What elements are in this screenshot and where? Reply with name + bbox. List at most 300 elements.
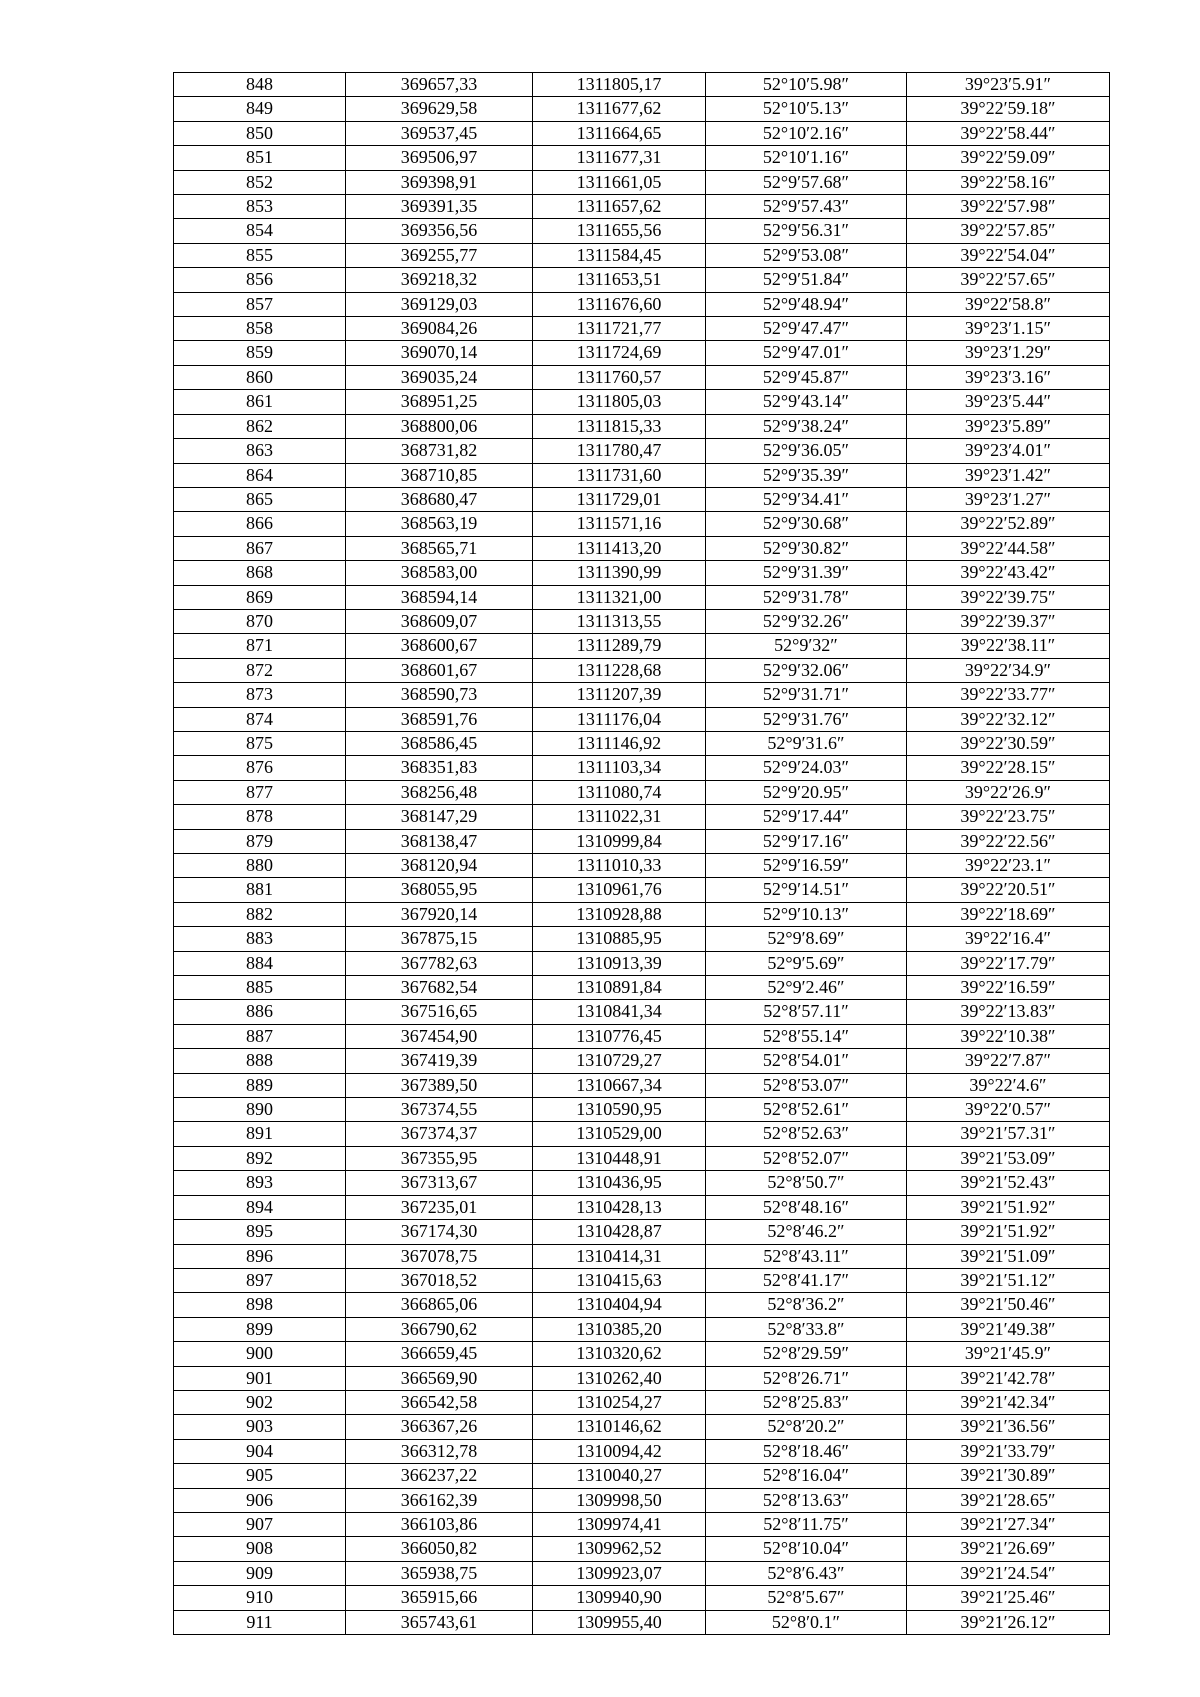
point-number-cell: 895 (174, 1220, 346, 1244)
y-coordinate-cell: 1311661,05 (533, 170, 706, 194)
longitude-cell: 39°21′52.43″ (907, 1171, 1110, 1195)
latitude-cell: 52°8′48.16″ (706, 1195, 907, 1219)
x-coordinate-cell: 368590,73 (346, 683, 533, 707)
latitude-cell: 52°9′31.6″ (706, 731, 907, 755)
table-row (174, 1415, 1110, 1439)
x-coordinate-cell: 368563,19 (346, 512, 533, 536)
table-row (174, 1561, 1110, 1585)
point-number-cell: 909 (174, 1561, 346, 1585)
longitude-cell: 39°22′16.59″ (907, 976, 1110, 1000)
table-row (174, 634, 1110, 658)
latitude-cell: 52°10′5.13″ (706, 97, 907, 121)
longitude-cell: 39°22′17.79″ (907, 951, 1110, 975)
longitude-cell: 39°22′16.4″ (907, 927, 1110, 951)
point-number-cell: 866 (174, 512, 346, 536)
y-coordinate-cell: 1311805,03 (533, 390, 706, 414)
y-coordinate-cell: 1311313,55 (533, 609, 706, 633)
point-number-cell: 874 (174, 707, 346, 731)
x-coordinate-cell: 369035,24 (346, 365, 533, 389)
latitude-cell: 52°8′55.14″ (706, 1024, 907, 1048)
table-row (174, 1366, 1110, 1390)
point-number-cell: 883 (174, 927, 346, 951)
x-coordinate-cell: 368147,29 (346, 805, 533, 829)
point-number-cell: 873 (174, 683, 346, 707)
table-row (174, 1317, 1110, 1341)
longitude-cell: 39°22′52.89″ (907, 512, 1110, 536)
x-coordinate-cell: 367920,14 (346, 902, 533, 926)
table-row (174, 1024, 1110, 1048)
table-row (174, 73, 1110, 97)
latitude-cell: 52°9′24.03″ (706, 756, 907, 780)
table-row (174, 585, 1110, 609)
x-coordinate-cell: 368586,45 (346, 731, 533, 755)
y-coordinate-cell: 1310094,42 (533, 1439, 706, 1463)
x-coordinate-cell: 366103,86 (346, 1512, 533, 1536)
latitude-cell: 52°8′10.04″ (706, 1537, 907, 1561)
latitude-cell: 52°9′30.82″ (706, 536, 907, 560)
longitude-cell: 39°21′26.12″ (907, 1610, 1110, 1634)
point-number-cell: 864 (174, 463, 346, 487)
latitude-cell: 52°9′38.24″ (706, 414, 907, 438)
latitude-cell: 52°9′32.26″ (706, 609, 907, 633)
x-coordinate-cell: 369129,03 (346, 292, 533, 316)
latitude-cell: 52°8′46.2″ (706, 1220, 907, 1244)
x-coordinate-cell: 368138,47 (346, 829, 533, 853)
x-coordinate-cell: 369537,45 (346, 121, 533, 145)
point-number-cell: 860 (174, 365, 346, 389)
longitude-cell: 39°22′57.98″ (907, 195, 1110, 219)
point-number-cell: 854 (174, 219, 346, 243)
point-number-cell: 887 (174, 1024, 346, 1048)
longitude-cell: 39°22′20.51″ (907, 878, 1110, 902)
table-row (174, 365, 1110, 389)
y-coordinate-cell: 1311010,33 (533, 854, 706, 878)
y-coordinate-cell: 1310414,31 (533, 1244, 706, 1268)
point-number-cell: 907 (174, 1512, 346, 1536)
x-coordinate-cell: 367235,01 (346, 1195, 533, 1219)
latitude-cell: 52°8′13.63″ (706, 1488, 907, 1512)
x-coordinate-cell: 368710,85 (346, 463, 533, 487)
table-row (174, 487, 1110, 511)
y-coordinate-cell: 1309923,07 (533, 1561, 706, 1585)
latitude-cell: 52°9′47.01″ (706, 341, 907, 365)
longitude-cell: 39°22′30.59″ (907, 731, 1110, 755)
latitude-cell: 52°8′20.2″ (706, 1415, 907, 1439)
table-row (174, 390, 1110, 414)
y-coordinate-cell: 1311207,39 (533, 683, 706, 707)
y-coordinate-cell: 1310776,45 (533, 1024, 706, 1048)
table-row (174, 512, 1110, 536)
latitude-cell: 52°8′57.11″ (706, 1000, 907, 1024)
x-coordinate-cell: 368594,14 (346, 585, 533, 609)
x-coordinate-cell: 367078,75 (346, 1244, 533, 1268)
table-row (174, 1220, 1110, 1244)
latitude-cell: 52°9′53.08″ (706, 243, 907, 267)
table-row (174, 976, 1110, 1000)
x-coordinate-cell: 368731,82 (346, 439, 533, 463)
longitude-cell: 39°21′42.78″ (907, 1366, 1110, 1390)
longitude-cell: 39°23′5.89″ (907, 414, 1110, 438)
longitude-cell: 39°22′57.85″ (907, 219, 1110, 243)
y-coordinate-cell: 1311760,57 (533, 365, 706, 389)
longitude-cell: 39°22′58.16″ (907, 170, 1110, 194)
longitude-cell: 39°21′25.46″ (907, 1586, 1110, 1610)
point-number-cell: 908 (174, 1537, 346, 1561)
x-coordinate-cell: 368565,71 (346, 536, 533, 560)
x-coordinate-cell: 369657,33 (346, 73, 533, 97)
y-coordinate-cell: 1311146,92 (533, 731, 706, 755)
point-number-cell: 880 (174, 854, 346, 878)
y-coordinate-cell: 1311571,16 (533, 512, 706, 536)
x-coordinate-cell: 367682,54 (346, 976, 533, 1000)
point-number-cell: 851 (174, 146, 346, 170)
latitude-cell: 52°9′45.87″ (706, 365, 907, 389)
table-row (174, 1049, 1110, 1073)
point-number-cell: 861 (174, 390, 346, 414)
point-number-cell: 904 (174, 1439, 346, 1463)
y-coordinate-cell: 1311584,45 (533, 243, 706, 267)
longitude-cell: 39°22′59.09″ (907, 146, 1110, 170)
point-number-cell: 875 (174, 731, 346, 755)
longitude-cell: 39°21′50.46″ (907, 1293, 1110, 1317)
x-coordinate-cell: 368951,25 (346, 390, 533, 414)
y-coordinate-cell: 1311721,77 (533, 317, 706, 341)
table-row (174, 1586, 1110, 1610)
latitude-cell: 52°8′11.75″ (706, 1512, 907, 1536)
point-number-cell: 850 (174, 121, 346, 145)
table-row (174, 780, 1110, 804)
table-row (174, 1537, 1110, 1561)
x-coordinate-cell: 366367,26 (346, 1415, 533, 1439)
x-coordinate-cell: 368609,07 (346, 609, 533, 633)
table-row (174, 1488, 1110, 1512)
point-number-cell: 891 (174, 1122, 346, 1146)
y-coordinate-cell: 1311289,79 (533, 634, 706, 658)
latitude-cell: 52°8′33.8″ (706, 1317, 907, 1341)
point-number-cell: 902 (174, 1390, 346, 1414)
latitude-cell: 52°8′43.11″ (706, 1244, 907, 1268)
latitude-cell: 52°8′0.1″ (706, 1610, 907, 1634)
y-coordinate-cell: 1311815,33 (533, 414, 706, 438)
longitude-cell: 39°21′57.31″ (907, 1122, 1110, 1146)
latitude-cell: 52°9′31.71″ (706, 683, 907, 707)
longitude-cell: 39°21′36.56″ (907, 1415, 1110, 1439)
latitude-cell: 52°9′48.94″ (706, 292, 907, 316)
point-number-cell: 886 (174, 1000, 346, 1024)
point-number-cell: 863 (174, 439, 346, 463)
x-coordinate-cell: 366162,39 (346, 1488, 533, 1512)
table-row (174, 658, 1110, 682)
table-row (174, 439, 1110, 463)
x-coordinate-cell: 367374,37 (346, 1122, 533, 1146)
table-row (174, 536, 1110, 560)
x-coordinate-cell: 368256,48 (346, 780, 533, 804)
table-row (174, 756, 1110, 780)
x-coordinate-cell: 368055,95 (346, 878, 533, 902)
latitude-cell: 52°8′52.61″ (706, 1098, 907, 1122)
point-number-cell: 877 (174, 780, 346, 804)
latitude-cell: 52°9′14.51″ (706, 878, 907, 902)
point-number-cell: 885 (174, 976, 346, 1000)
latitude-cell: 52°9′16.59″ (706, 854, 907, 878)
longitude-cell: 39°23′1.42″ (907, 463, 1110, 487)
longitude-cell: 39°21′26.69″ (907, 1537, 1110, 1561)
y-coordinate-cell: 1309962,52 (533, 1537, 706, 1561)
y-coordinate-cell: 1310667,34 (533, 1073, 706, 1097)
point-number-cell: 888 (174, 1049, 346, 1073)
y-coordinate-cell: 1310841,34 (533, 1000, 706, 1024)
point-number-cell: 889 (174, 1073, 346, 1097)
latitude-cell: 52°9′17.16″ (706, 829, 907, 853)
table-row (174, 97, 1110, 121)
latitude-cell: 52°9′8.69″ (706, 927, 907, 951)
x-coordinate-cell: 367355,95 (346, 1146, 533, 1170)
table-row (174, 1610, 1110, 1634)
latitude-cell: 52°9′57.43″ (706, 195, 907, 219)
x-coordinate-cell: 368601,67 (346, 658, 533, 682)
table-row (174, 707, 1110, 731)
x-coordinate-cell: 366865,06 (346, 1293, 533, 1317)
longitude-cell: 39°22′4.6″ (907, 1073, 1110, 1097)
table-row (174, 683, 1110, 707)
x-coordinate-cell: 367174,30 (346, 1220, 533, 1244)
y-coordinate-cell: 1311676,60 (533, 292, 706, 316)
table-row (174, 170, 1110, 194)
y-coordinate-cell: 1311664,65 (533, 121, 706, 145)
x-coordinate-cell: 369218,32 (346, 268, 533, 292)
latitude-cell: 52°9′30.68″ (706, 512, 907, 536)
x-coordinate-cell: 369070,14 (346, 341, 533, 365)
longitude-cell: 39°21′33.79″ (907, 1439, 1110, 1463)
x-coordinate-cell: 369356,56 (346, 219, 533, 243)
longitude-cell: 39°22′57.65″ (907, 268, 1110, 292)
point-number-cell: 893 (174, 1171, 346, 1195)
table-row (174, 1073, 1110, 1097)
x-coordinate-cell: 367313,67 (346, 1171, 533, 1195)
longitude-cell: 39°22′54.04″ (907, 243, 1110, 267)
longitude-cell: 39°22′39.37″ (907, 609, 1110, 633)
point-number-cell: 876 (174, 756, 346, 780)
y-coordinate-cell: 1311724,69 (533, 341, 706, 365)
latitude-cell: 52°9′31.76″ (706, 707, 907, 731)
latitude-cell: 52°9′32″ (706, 634, 907, 658)
point-number-cell: 871 (174, 634, 346, 658)
longitude-cell: 39°21′28.65″ (907, 1488, 1110, 1512)
latitude-cell: 52°8′25.83″ (706, 1390, 907, 1414)
latitude-cell: 52°8′18.46″ (706, 1439, 907, 1463)
latitude-cell: 52°9′20.95″ (706, 780, 907, 804)
longitude-cell: 39°22′58.44″ (907, 121, 1110, 145)
latitude-cell: 52°9′56.31″ (706, 219, 907, 243)
x-coordinate-cell: 368600,67 (346, 634, 533, 658)
table-row (174, 1195, 1110, 1219)
y-coordinate-cell: 1310404,94 (533, 1293, 706, 1317)
latitude-cell: 52°9′10.13″ (706, 902, 907, 926)
table-row (174, 854, 1110, 878)
table-row (174, 829, 1110, 853)
y-coordinate-cell: 1310320,62 (533, 1342, 706, 1366)
point-number-cell: 901 (174, 1366, 346, 1390)
latitude-cell: 52°9′5.69″ (706, 951, 907, 975)
point-number-cell: 894 (174, 1195, 346, 1219)
latitude-cell: 52°9′34.41″ (706, 487, 907, 511)
table-row (174, 195, 1110, 219)
coordinates-table-body (174, 73, 1110, 1635)
latitude-cell: 52°8′41.17″ (706, 1268, 907, 1292)
y-coordinate-cell: 1311228,68 (533, 658, 706, 682)
x-coordinate-cell: 367782,63 (346, 951, 533, 975)
x-coordinate-cell: 368583,00 (346, 561, 533, 585)
longitude-cell: 39°23′1.27″ (907, 487, 1110, 511)
longitude-cell: 39°21′30.89″ (907, 1464, 1110, 1488)
point-number-cell: 859 (174, 341, 346, 365)
point-number-cell: 906 (174, 1488, 346, 1512)
latitude-cell: 52°9′31.78″ (706, 585, 907, 609)
x-coordinate-cell: 366237,22 (346, 1464, 533, 1488)
x-coordinate-cell: 367389,50 (346, 1073, 533, 1097)
point-number-cell: 857 (174, 292, 346, 316)
point-number-cell: 862 (174, 414, 346, 438)
x-coordinate-cell: 365915,66 (346, 1586, 533, 1610)
x-coordinate-cell: 366050,82 (346, 1537, 533, 1561)
y-coordinate-cell: 1310262,40 (533, 1366, 706, 1390)
point-number-cell: 896 (174, 1244, 346, 1268)
latitude-cell: 52°8′16.04″ (706, 1464, 907, 1488)
y-coordinate-cell: 1311390,99 (533, 561, 706, 585)
y-coordinate-cell: 1311176,04 (533, 707, 706, 731)
table-row (174, 463, 1110, 487)
x-coordinate-cell: 369084,26 (346, 317, 533, 341)
longitude-cell: 39°22′34.9″ (907, 658, 1110, 682)
table-row (174, 1146, 1110, 1170)
point-number-cell: 856 (174, 268, 346, 292)
table-row (174, 219, 1110, 243)
x-coordinate-cell: 369398,91 (346, 170, 533, 194)
point-number-cell: 892 (174, 1146, 346, 1170)
point-number-cell: 903 (174, 1415, 346, 1439)
latitude-cell: 52°8′6.43″ (706, 1561, 907, 1585)
longitude-cell: 39°21′27.34″ (907, 1512, 1110, 1536)
longitude-cell: 39°21′49.38″ (907, 1317, 1110, 1341)
latitude-cell: 52°8′53.07″ (706, 1073, 907, 1097)
y-coordinate-cell: 1310913,39 (533, 951, 706, 975)
latitude-cell: 52°9′36.05″ (706, 439, 907, 463)
y-coordinate-cell: 1311677,31 (533, 146, 706, 170)
latitude-cell: 52°10′2.16″ (706, 121, 907, 145)
longitude-cell: 39°21′51.92″ (907, 1195, 1110, 1219)
y-coordinate-cell: 1311022,31 (533, 805, 706, 829)
table-row (174, 317, 1110, 341)
longitude-cell: 39°22′39.75″ (907, 585, 1110, 609)
point-number-cell: 872 (174, 658, 346, 682)
point-number-cell: 869 (174, 585, 346, 609)
latitude-cell: 52°9′57.68″ (706, 170, 907, 194)
longitude-cell: 39°21′53.09″ (907, 1146, 1110, 1170)
point-number-cell: 878 (174, 805, 346, 829)
x-coordinate-cell: 366312,78 (346, 1439, 533, 1463)
table-row (174, 951, 1110, 975)
y-coordinate-cell: 1310428,13 (533, 1195, 706, 1219)
table-row (174, 121, 1110, 145)
y-coordinate-cell: 1311103,34 (533, 756, 706, 780)
y-coordinate-cell: 1310590,95 (533, 1098, 706, 1122)
point-number-cell: 900 (174, 1342, 346, 1366)
longitude-cell: 39°22′26.9″ (907, 780, 1110, 804)
y-coordinate-cell: 1311729,01 (533, 487, 706, 511)
longitude-cell: 39°21′45.9″ (907, 1342, 1110, 1366)
latitude-cell: 52°9′31.39″ (706, 561, 907, 585)
y-coordinate-cell: 1311677,62 (533, 97, 706, 121)
x-coordinate-cell: 369506,97 (346, 146, 533, 170)
longitude-cell: 39°22′28.15″ (907, 756, 1110, 780)
point-number-cell: 879 (174, 829, 346, 853)
x-coordinate-cell: 367374,55 (346, 1098, 533, 1122)
latitude-cell: 52°10′5.98″ (706, 73, 907, 97)
y-coordinate-cell: 1309955,40 (533, 1610, 706, 1634)
point-number-cell: 882 (174, 902, 346, 926)
y-coordinate-cell: 1311655,56 (533, 219, 706, 243)
table-row (174, 268, 1110, 292)
y-coordinate-cell: 1311805,17 (533, 73, 706, 97)
point-number-cell: 910 (174, 1586, 346, 1610)
y-coordinate-cell: 1310529,00 (533, 1122, 706, 1146)
table-row (174, 1390, 1110, 1414)
point-number-cell: 865 (174, 487, 346, 511)
x-coordinate-cell: 366790,62 (346, 1317, 533, 1341)
point-number-cell: 852 (174, 170, 346, 194)
y-coordinate-cell: 1311731,60 (533, 463, 706, 487)
point-number-cell: 890 (174, 1098, 346, 1122)
latitude-cell: 52°9′17.44″ (706, 805, 907, 829)
coordinates-table (173, 72, 1110, 1635)
longitude-cell: 39°22′43.42″ (907, 561, 1110, 585)
latitude-cell: 52°9′2.46″ (706, 976, 907, 1000)
longitude-cell: 39°23′5.91″ (907, 73, 1110, 97)
longitude-cell: 39°21′51.09″ (907, 1244, 1110, 1268)
point-number-cell: 870 (174, 609, 346, 633)
latitude-cell: 52°9′32.06″ (706, 658, 907, 682)
table-row (174, 1098, 1110, 1122)
table-row (174, 1439, 1110, 1463)
point-number-cell: 853 (174, 195, 346, 219)
x-coordinate-cell: 366659,45 (346, 1342, 533, 1366)
point-number-cell: 898 (174, 1293, 346, 1317)
longitude-cell: 39°23′1.15″ (907, 317, 1110, 341)
longitude-cell: 39°21′51.12″ (907, 1268, 1110, 1292)
x-coordinate-cell: 367516,65 (346, 1000, 533, 1024)
table-row (174, 1293, 1110, 1317)
x-coordinate-cell: 366542,58 (346, 1390, 533, 1414)
y-coordinate-cell: 1309998,50 (533, 1488, 706, 1512)
longitude-cell: 39°21′42.34″ (907, 1390, 1110, 1414)
table-row (174, 243, 1110, 267)
latitude-cell: 52°8′50.7″ (706, 1171, 907, 1195)
latitude-cell: 52°8′26.71″ (706, 1366, 907, 1390)
x-coordinate-cell: 369255,77 (346, 243, 533, 267)
longitude-cell: 39°22′23.75″ (907, 805, 1110, 829)
x-coordinate-cell: 369629,58 (346, 97, 533, 121)
longitude-cell: 39°22′0.57″ (907, 1098, 1110, 1122)
x-coordinate-cell: 365938,75 (346, 1561, 533, 1585)
longitude-cell: 39°22′38.11″ (907, 634, 1110, 658)
y-coordinate-cell: 1311657,62 (533, 195, 706, 219)
table-row (174, 1268, 1110, 1292)
point-number-cell: 897 (174, 1268, 346, 1292)
point-number-cell: 848 (174, 73, 346, 97)
point-number-cell: 867 (174, 536, 346, 560)
y-coordinate-cell: 1311780,47 (533, 439, 706, 463)
latitude-cell: 52°9′47.47″ (706, 317, 907, 341)
